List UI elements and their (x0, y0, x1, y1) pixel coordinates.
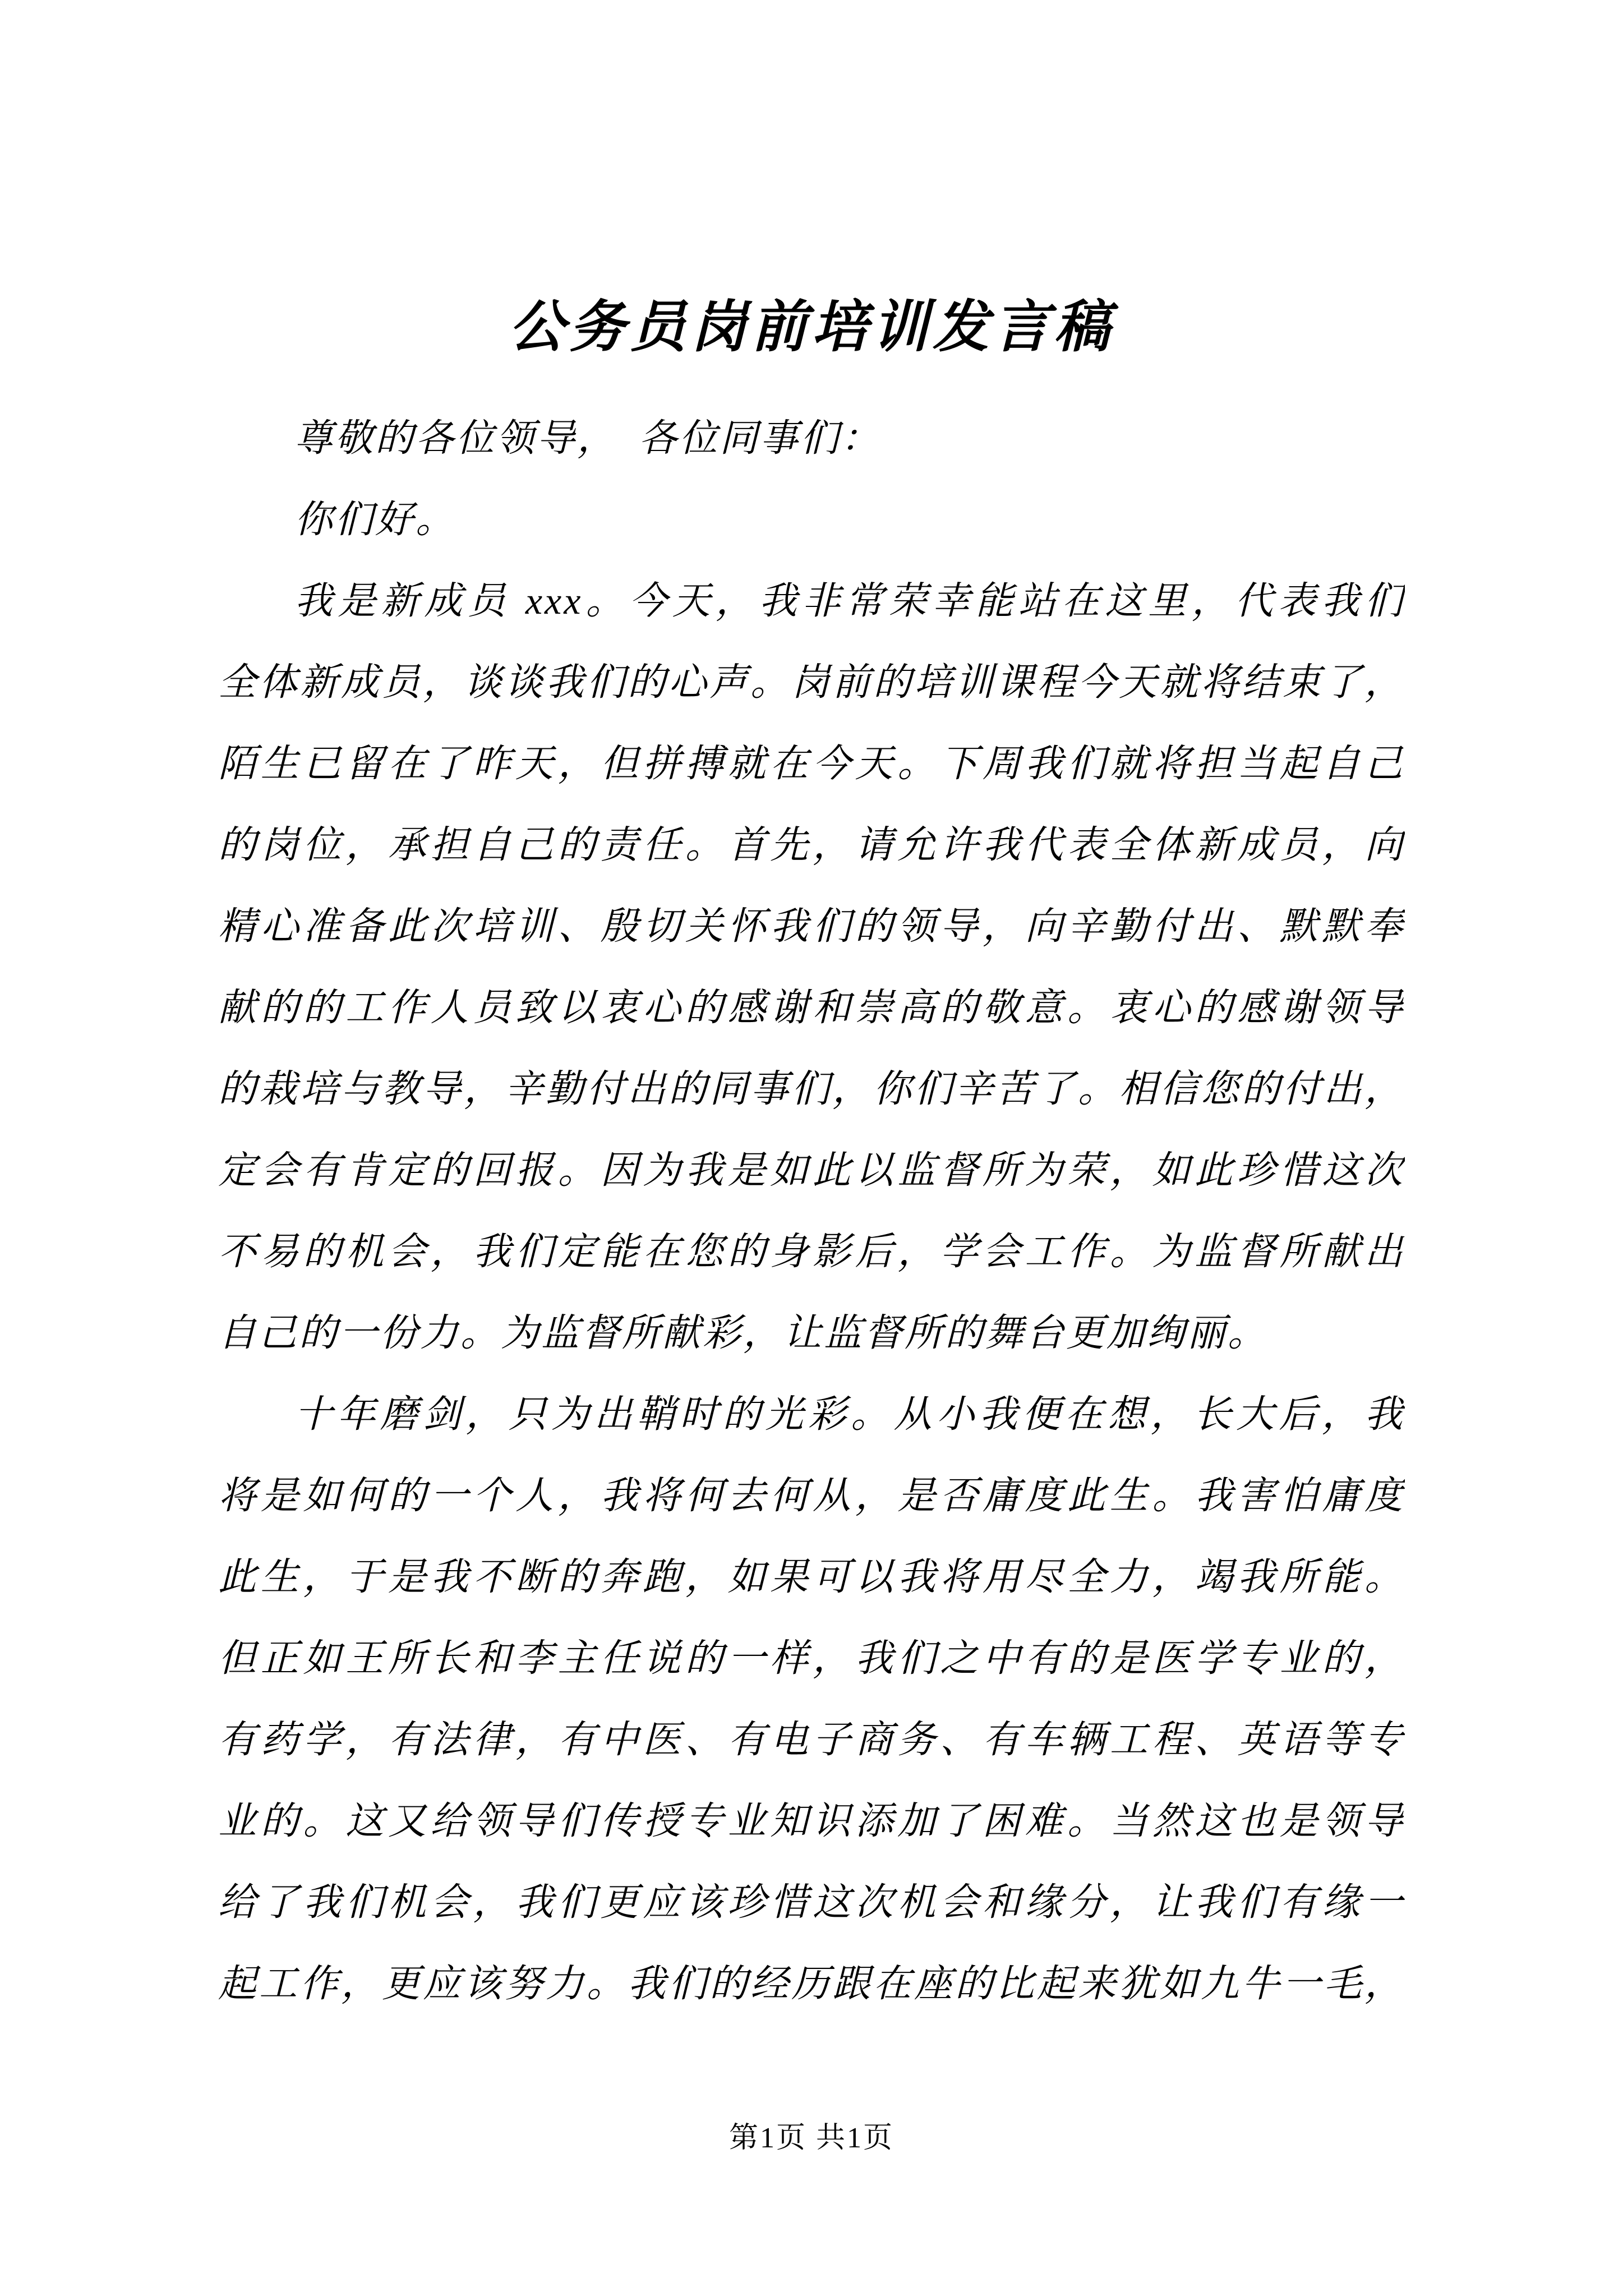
body-line: 精心准备此次培训、殷切关怀我们的领导，向辛勤付出、默默奉 (218, 905, 1405, 947)
body-line: 献的的工作人员致以衷心的感谢和崇高的敬意。衷心的感谢领导 (218, 986, 1405, 1029)
body-line: 的栽培与教导，辛勤付出的同事们，你们辛苦了。相信您的付出， (218, 1068, 1405, 1110)
body-line: 有药学，有法律，有中医、有电子商务、有车辆工程、英语等专 (218, 1718, 1405, 1761)
body-line: 你们好。 (294, 498, 457, 541)
body-line: 不易的机会，我们定能在您的身影后，学会工作。为监督所献出 (218, 1230, 1405, 1273)
body-line: 十年磨剑，只为出鞘时的光彩。从小我便在想，长大后，我 (294, 1393, 1405, 1435)
body-line: 给了我们机会，我们更应该珍惜这次机会和缘分，让我们有缘一 (218, 1881, 1405, 1924)
body-line: 的岗位，承担自己的责任。首先，请允许我代表全体新成员，向 (218, 823, 1405, 866)
document-title: 公务员岗前培训发言稿 (509, 296, 1114, 358)
body-line: 自己的一份力。为监督所献彩，让监督所的舞台更加绚丽。 (218, 1312, 1269, 1354)
body-line: 我是新成员 xxx。今天，我非常荣幸能站在这里，代表我们 (294, 579, 1405, 622)
body-line: 但正如王所长和李主任说的一样，我们之中有的是医学专业的， (218, 1637, 1405, 1680)
body-line: 定会有肯定的回报。因为我是如此以监督所为荣，如此珍惜这次 (218, 1149, 1405, 1191)
body-line: 此生，于是我不断的奔跑，如果可以我将用尽全力，竭我所能。 (218, 1556, 1405, 1598)
body-line: 尊敬的各位领导， 各位同事们： (294, 417, 882, 459)
body-line: 业的。这又给领导们传授专业知识添加了困难。当然这也是领导 (218, 1800, 1405, 1842)
body-line: 全体新成员，谈谈我们的心声。岗前的培训课程今天就将结束了， (218, 661, 1405, 703)
body-line: 起工作，更应该努力。我们的经历跟在座的比起来犹如九牛一毛， (218, 1962, 1405, 2005)
body-line: 陌生已留在了昨天，但拼搏就在今天。下周我们就将担当起自己 (218, 742, 1405, 785)
body-line: 将是如何的一个人，我将何去何从，是否庸度此生。我害怕庸度 (218, 1474, 1405, 1517)
page-number-footer: 第1页 共1页 (728, 2122, 894, 2154)
